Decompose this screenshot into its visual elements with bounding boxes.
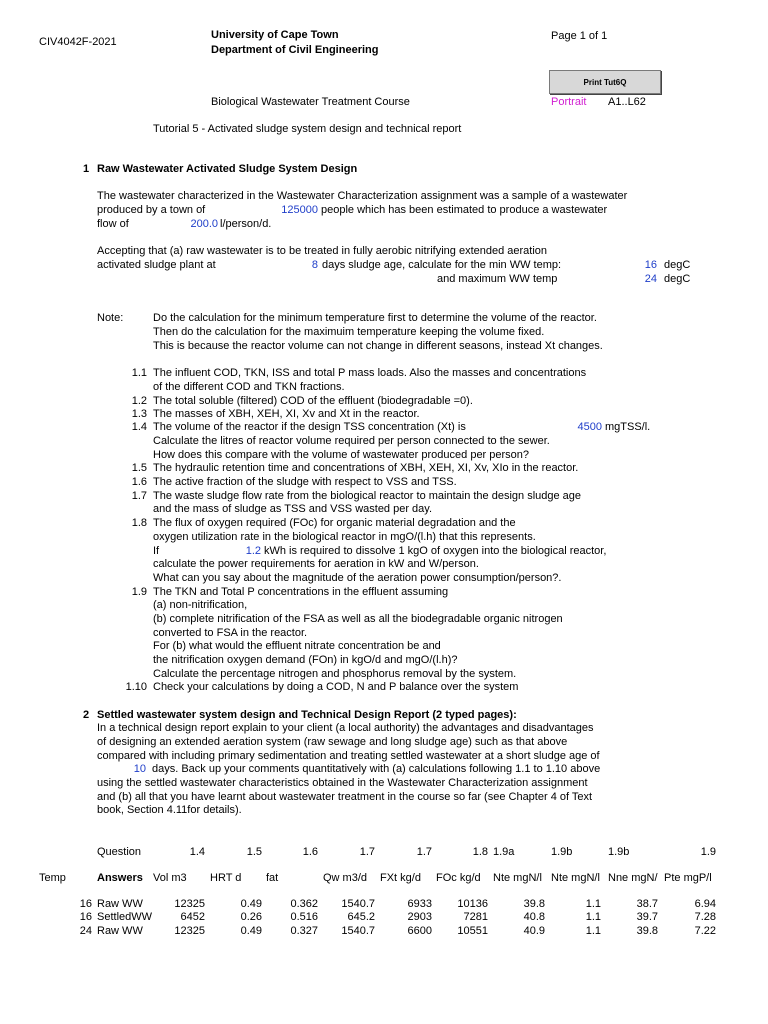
temp-cell: 16 bbox=[79, 911, 92, 923]
item-number: 1.9 bbox=[131, 586, 147, 598]
column-header: Vol m3 bbox=[153, 872, 187, 884]
table-row bbox=[0, 898, 768, 911]
item-text: kWh is required to dissolve 1 kgO of oxygen into the biological reactor, bbox=[264, 545, 607, 557]
value-cell: 0.26 bbox=[240, 911, 262, 923]
value-cell: 38.7 bbox=[636, 898, 658, 910]
item-text: (b) complete nitrification of the FSA as well as all the biodegradable organic nitrogen bbox=[153, 613, 563, 625]
value-cell: 10136 bbox=[457, 898, 488, 910]
question-ref: 1.6 bbox=[302, 846, 318, 858]
item-text: The volume of the reactor if the design TSS concentration (Xt) is bbox=[153, 421, 466, 433]
course-code: CIV4042F-2021 bbox=[39, 36, 117, 48]
value-cell: 7281 bbox=[463, 911, 488, 923]
paragraph-line: people which has been estimated to produce a wastewater bbox=[321, 204, 608, 216]
orientation-label: Portrait bbox=[551, 96, 587, 108]
print-button[interactable]: Print Tut6Q bbox=[549, 70, 661, 94]
item-number: 1.2 bbox=[131, 395, 147, 407]
item-text: the nitrification oxygen demand (FOn) in kgO/d and mgO/(l.h)? bbox=[153, 654, 458, 666]
item-number: 1.7 bbox=[131, 490, 147, 502]
value-cell: 39.8 bbox=[523, 898, 545, 910]
question-ref: 1.5 bbox=[246, 846, 262, 858]
temp-cell: 16 bbox=[79, 898, 92, 910]
degc-unit: degC bbox=[664, 259, 691, 271]
paragraph-line: In a technical design report explain to your client (a local authority) the advantages and disadvantages bbox=[97, 722, 594, 734]
degc-unit: degC bbox=[664, 273, 691, 285]
row-name: Raw WW bbox=[97, 898, 143, 910]
item-number: 1.5 bbox=[131, 462, 147, 474]
value-cell: 12325 bbox=[174, 925, 205, 937]
tutorial-title: Tutorial 5 - Activated sludge system design and technical report bbox=[153, 123, 462, 135]
course-title: Biological Wastewater Treatment Course bbox=[211, 96, 410, 108]
sludge-age-value: 8 bbox=[311, 259, 318, 271]
item-text: (a) non-nitrification, bbox=[153, 599, 248, 611]
section1-title: Raw Wastewater Activated Sludge System Design bbox=[97, 163, 358, 175]
item-text: The total soluble (filtered) COD of the effluent (biodegradable =0). bbox=[153, 395, 473, 407]
value-cell: 1.1 bbox=[585, 925, 601, 937]
section2-title: Settled wastewater system design and Technical Design Report (2 typed pages): bbox=[97, 709, 517, 721]
item-text: and the mass of sludge as TSS and VSS wasted per day. bbox=[153, 503, 433, 515]
temp-cell: 24 bbox=[79, 925, 92, 937]
item-text: The masses of XBH, XEH, XI, Xv and Xt in the reactor. bbox=[153, 408, 420, 420]
item-text: The waste sludge flow rate from the biological reactor to maintain the design sludge age bbox=[153, 490, 582, 502]
question-ref: 1.9b bbox=[608, 846, 630, 858]
question-ref: 1.7 bbox=[359, 846, 375, 858]
column-header: FOc kg/d bbox=[436, 872, 481, 884]
min-temp-value: 16 bbox=[644, 259, 657, 271]
item-number: 1.4 bbox=[131, 421, 147, 433]
value-cell: 40.8 bbox=[523, 911, 545, 923]
value-cell: 1.1 bbox=[585, 898, 601, 910]
paragraph-line: flow of bbox=[97, 218, 129, 230]
column-header: Nte mgN/l bbox=[493, 872, 542, 884]
item-text: Calculate the percentage nitrogen and phosphorus removal by the system. bbox=[153, 668, 517, 680]
value-cell: 0.362 bbox=[290, 898, 318, 910]
question-ref: 1.9b bbox=[551, 846, 573, 858]
question-row bbox=[0, 846, 768, 859]
value-cell: 645.2 bbox=[347, 911, 375, 923]
note-line: Then do the calculation for the maximuim temperature keeping the volume fixed. bbox=[153, 326, 545, 338]
paragraph-line: compared with including primary sedimentation and treating settled wastewater at a short sludge age of bbox=[97, 750, 600, 762]
item-text: The influent COD, TKN, ISS and total P mass loads. Also the masses and concentrations bbox=[153, 367, 587, 379]
paragraph-line: of designing an extended aeration system (raw sewage and long sludge age) such as that above bbox=[97, 736, 568, 748]
value-cell: 0.49 bbox=[240, 925, 262, 937]
item-text: The TKN and Total P concentrations in the effluent assuming bbox=[153, 586, 449, 598]
value-cell: 39.7 bbox=[636, 911, 658, 923]
column-header: Nte mgN/l bbox=[551, 872, 600, 884]
item-number: 1.8 bbox=[131, 517, 147, 529]
column-header: FXt kg/d bbox=[380, 872, 421, 884]
value-cell: 6600 bbox=[407, 925, 432, 937]
answers-header: Answers bbox=[97, 872, 143, 884]
value-cell: 40.9 bbox=[523, 925, 545, 937]
value-cell: 6452 bbox=[180, 911, 205, 923]
item-text: How does this compare with the volume of wastewater produced per person? bbox=[153, 449, 530, 461]
paragraph-line: l/person/d. bbox=[220, 218, 272, 230]
item-text: calculate the power requirements for aeration in kW and W/person. bbox=[153, 558, 479, 570]
question-ref: 1.8 bbox=[472, 846, 488, 858]
short-sludge-age-value: 10 bbox=[133, 763, 146, 775]
column-header: Pte mgP/l bbox=[664, 872, 712, 884]
column-header: fat bbox=[266, 872, 279, 884]
temp-header: Temp bbox=[39, 872, 66, 884]
university-name: University of Cape Town bbox=[211, 29, 339, 41]
section2-number: 2 bbox=[83, 709, 90, 721]
item-text: of the different COD and TKN fractions. bbox=[153, 381, 345, 393]
population-value: 125000 bbox=[281, 204, 318, 216]
column-header: HRT d bbox=[210, 872, 242, 884]
kwh-value: 1.2 bbox=[245, 545, 261, 557]
paragraph-line: book, Section 4.11for details). bbox=[97, 804, 242, 816]
item-text: converted to FSA in the reactor. bbox=[153, 627, 308, 639]
section1-number: 1 bbox=[83, 163, 90, 175]
column-header: Nne mgN/ bbox=[608, 872, 658, 884]
value-cell: 39.8 bbox=[636, 925, 658, 937]
item-text: The hydraulic retention time and concentrations of XBH, XEH, XI, Xv, XIo in the reactor. bbox=[153, 462, 579, 474]
header-row bbox=[0, 872, 768, 885]
range-label: A1..L62 bbox=[608, 96, 646, 108]
item-text: What can you say about the magnitude of the aeration power consumption/person?. bbox=[153, 572, 562, 584]
department-name: Department of Civil Engineering bbox=[211, 44, 379, 56]
value-cell: 6933 bbox=[407, 898, 432, 910]
paragraph-line: and maximum WW temp bbox=[437, 273, 558, 285]
paragraph-line: produced by a town of bbox=[97, 204, 206, 216]
tss-value: 4500 bbox=[577, 421, 602, 433]
item-text: For (b) what would the effluent nitrate concentration be and bbox=[153, 640, 441, 652]
question-ref: 1.4 bbox=[189, 846, 205, 858]
page-number: Page 1 of 1 bbox=[551, 30, 608, 42]
paragraph-line: days. Back up your comments quantitatively with (a) calculations following 1.1 to 1.10 above bbox=[152, 763, 601, 775]
value-cell: 1.1 bbox=[585, 911, 601, 923]
row-name: SettledWW bbox=[97, 911, 153, 923]
column-header: Qw m3/d bbox=[323, 872, 368, 884]
paragraph-line: The wastewater characterized in the Wastewater Characterization assignment was a sample of a wastewater bbox=[97, 190, 628, 202]
table-row bbox=[0, 911, 768, 924]
flow-value: 200.0 bbox=[190, 218, 218, 230]
value-cell: 6.94 bbox=[694, 898, 716, 910]
paragraph-line: using the settled wastewater characteristics obtained in the Wastewater Characterization assignment bbox=[97, 777, 588, 789]
question-ref: 1.9a bbox=[493, 846, 515, 858]
value-cell: 1540.7 bbox=[341, 925, 375, 937]
note-label: Note: bbox=[97, 312, 124, 324]
value-cell: 7.28 bbox=[694, 911, 716, 923]
question-label: Question bbox=[97, 846, 142, 858]
paragraph-line: Accepting that (a) raw wastewater is to be treated in fully aerobic nitrifying extended aeration bbox=[97, 245, 548, 257]
value-cell: 10551 bbox=[457, 925, 488, 937]
note-line: This is because the reactor volume can not change in different seasons, instead Xt changes. bbox=[153, 340, 603, 352]
value-cell: 0.327 bbox=[290, 925, 318, 937]
question-ref: 1.7 bbox=[416, 846, 432, 858]
item-number: 1.10 bbox=[125, 681, 147, 693]
paragraph-line: activated sludge plant at bbox=[97, 259, 216, 271]
item-text: Check your calculations by doing a COD, N and P balance over the system bbox=[153, 681, 519, 693]
note-line: Do the calculation for the minimum temperature first to determine the volume of the reactor. bbox=[153, 312, 597, 324]
item-number: 1.1 bbox=[131, 367, 147, 379]
table-row bbox=[0, 925, 768, 938]
item-text: Calculate the litres of reactor volume required per person connected to the sewer. bbox=[153, 435, 550, 447]
item-number: 1.3 bbox=[131, 408, 147, 420]
item-text: The active fraction of the sludge with respect to VSS and TSS. bbox=[153, 476, 457, 488]
tss-unit: mgTSS/l. bbox=[605, 421, 651, 433]
value-cell: 7.22 bbox=[694, 925, 716, 937]
item-text: The flux of oxygen required (FOc) for organic material degradation and the bbox=[153, 517, 516, 529]
value-cell: 12325 bbox=[174, 898, 205, 910]
value-cell: 1540.7 bbox=[341, 898, 375, 910]
item-text: oxygen utilization rate in the biological reactor in mgO/(l.h) that this represents. bbox=[153, 531, 536, 543]
value-cell: 2903 bbox=[407, 911, 432, 923]
max-temp-value: 24 bbox=[644, 273, 657, 285]
question-ref: 1.9 bbox=[700, 846, 716, 858]
item-text: If bbox=[153, 545, 160, 557]
paragraph-line: and (b) all that you have learnt about wastewater treatment in the course so far (see Chapter 4 of Text bbox=[97, 791, 593, 803]
value-cell: 0.516 bbox=[290, 911, 318, 923]
item-number: 1.6 bbox=[131, 476, 147, 488]
value-cell: 0.49 bbox=[240, 898, 262, 910]
row-name: Raw WW bbox=[97, 925, 143, 937]
paragraph-line: days sludge age, calculate for the min WW temp: bbox=[322, 259, 562, 271]
